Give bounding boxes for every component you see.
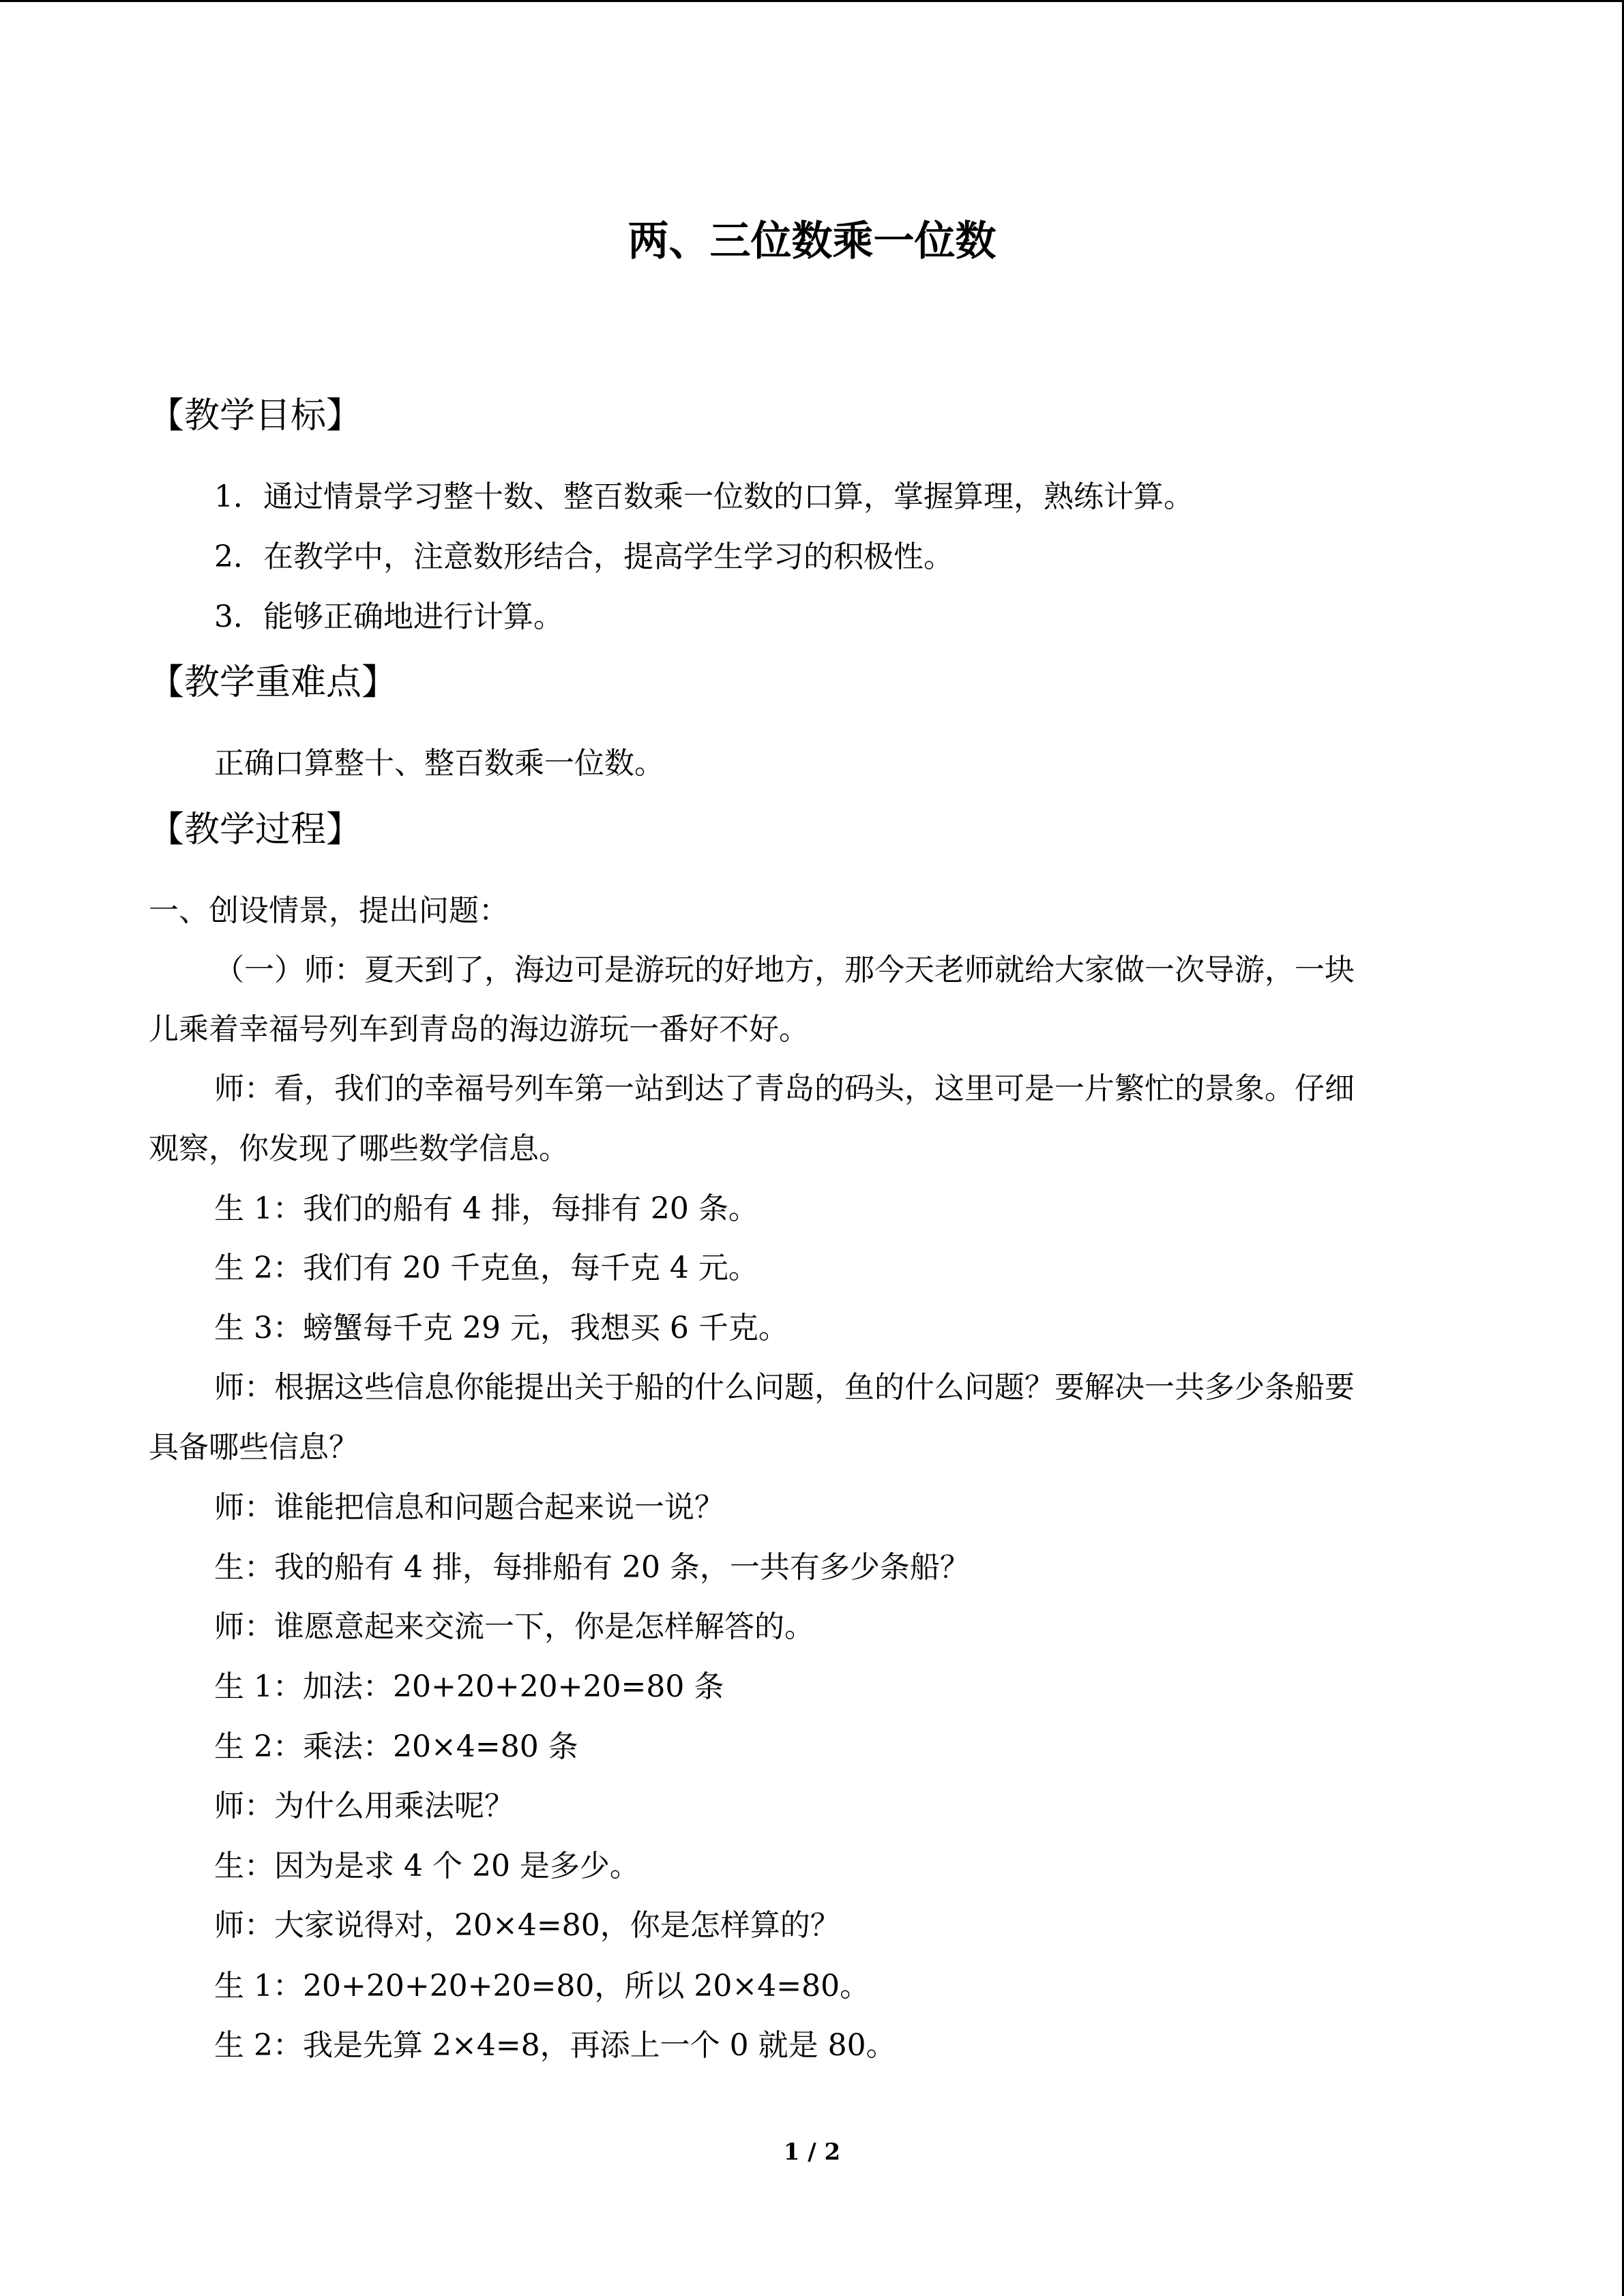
page-number: 1 / 2	[783, 2138, 841, 2166]
goal-item-2: 2．在教学中，注意数形结合，提高学生学习的积极性。	[214, 539, 954, 574]
goal-item-1: 1．通过情景学习整十数、整百数乘一位数的口算，掌握算理，熟练计算。	[214, 479, 1194, 514]
process-line: 观察，你发现了哪些数学信息。	[149, 1131, 569, 1166]
process-line: 师：大家说得对，20×4=80，你是怎样算的？	[214, 1908, 840, 1943]
keypoints-heading: 【教学重难点】	[149, 662, 398, 703]
process-line: 儿乘着幸福号列车到青岛的海边游玩一番好不好。	[149, 1012, 809, 1047]
process-line: 生 2：我是先算 2×4=8，再添上一个 0 就是 80。	[214, 2028, 896, 2063]
process-line: 师：根据这些信息你能提出关于船的什么问题，鱼的什么问题？要解决一共多少条船要	[214, 1370, 1355, 1405]
process-line: 师：为什么用乘法呢？	[214, 1789, 514, 1823]
process-line: 生 1：20+20+20+20=80，所以 20×4=80。	[214, 1969, 870, 2003]
process-line: 师：谁能把信息和问题合起来说一说？	[214, 1490, 724, 1525]
process-line: 生 2：我们有 20 千克鱼，每千克 4 元。	[214, 1251, 758, 1285]
process-part1-title: 一、创设情景，提出问题：	[149, 893, 509, 928]
process-line: 生 2：乘法：20×4=80 条	[214, 1729, 578, 1764]
process-line: （一）师：夏天到了，海边可是游玩的好地方，那今天老师就给大家做一次导游，一块	[214, 953, 1355, 987]
process-line: 具备哪些信息？	[149, 1430, 359, 1465]
process-line: 师：看，我们的幸福号列车第一站到达了青岛的码头，这里可是一片繁忙的景象。仔细	[214, 1071, 1355, 1106]
process-heading: 【教学过程】	[149, 809, 362, 850]
page-title: 两、三位数乘一位数	[628, 218, 996, 265]
process-line: 生：因为是求 4 个 20 是多少。	[214, 1849, 640, 1883]
process-line: 生：我的船有 4 排，每排船有 20 条，一共有多少条船？	[214, 1550, 970, 1585]
process-line: 生 1：加法：20+20+20+20=80 条	[214, 1669, 724, 1704]
goals-heading: 【教学目标】	[149, 396, 362, 436]
process-line: 生 1：我们的船有 4 排，每排有 20 条。	[214, 1191, 758, 1226]
process-line: 生 3：螃蟹每千克 29 元，我想买 6 千克。	[214, 1311, 788, 1345]
process-line: 师：谁愿意起来交流一下，你是怎样解答的。	[214, 1609, 814, 1644]
goal-item-3: 3．能够正确地进行计算。	[214, 599, 563, 634]
keypoints-text: 正确口算整十、整百数乘一位数。	[214, 746, 664, 781]
